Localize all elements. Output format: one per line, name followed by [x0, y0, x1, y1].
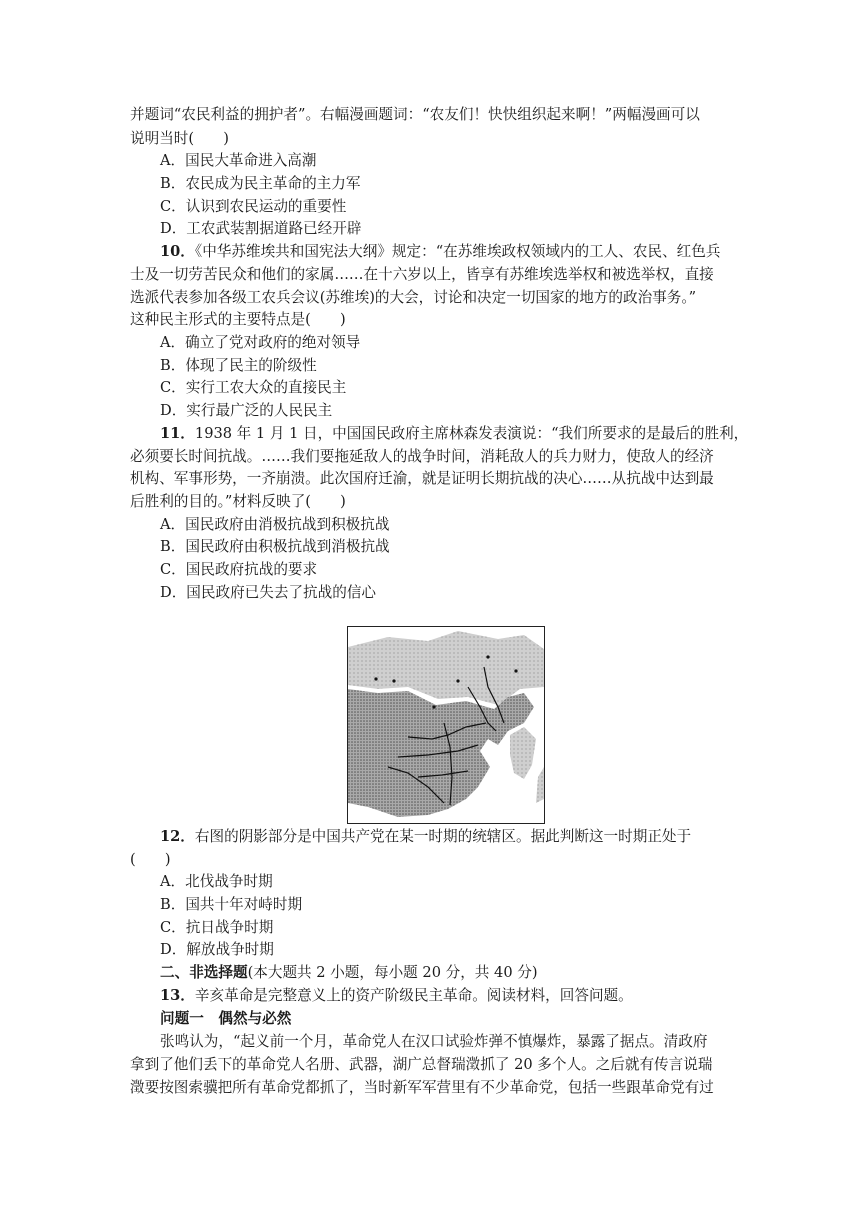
q9-option-b: B．农民成为民主革命的主力军	[160, 175, 361, 192]
q12-number: 12．	[160, 828, 195, 845]
section-2-note: (本大题共 2 小题，每小题 20 分，共 40 分)	[247, 964, 538, 981]
q13-paragraph-line-3: 澂要按图索骥把所有革命党都抓了，当时新军军营里有不少革命党，包括一些跟革命党有过	[130, 1079, 714, 1096]
q9-option-d: D．工农武装割据道路已经开辟	[160, 220, 362, 237]
q13-text-1: 辛亥革命是完整意义上的资产阶级民主革命。阅读材料，回答问题。	[194, 987, 633, 1004]
q13-stem-line-1	[160, 985, 633, 1007]
q10-option-a: A．确立了党对政府的绝对领导	[160, 334, 361, 351]
q10-option-c: C．实行工农大众的直接民主	[160, 379, 347, 396]
q9-option-c: C．认识到农民运动的重要性	[160, 198, 347, 215]
q11-option-a: A．国民政府由消极抗战到积极抗战	[160, 516, 390, 533]
q10-stem-line-3: 选派代表参加各级工农兵会议(苏维埃)的大会，讨论和决定一切国家的地方的政治事务。”	[130, 289, 697, 306]
section-2-heading	[160, 962, 538, 984]
q10-number: 10．	[160, 243, 195, 260]
q10-stem-line-4: 这种民主形式的主要特点是( )	[130, 311, 346, 328]
q12-stem-line-2: ( )	[130, 851, 171, 868]
q12-stem-line-1	[160, 826, 691, 848]
q12-text-1: 右图的阴影部分是中国共产党在某一时期的统辖区。据此判断这一时期正处于	[194, 828, 692, 845]
q11-stem-line-4: 后胜利的目的。”材料反映了( )	[130, 493, 346, 510]
q9-stem-line-2: 说明当时( )	[130, 130, 229, 147]
q9-option-a: A．国民大革命进入高潮	[160, 152, 317, 169]
china-map-figure	[347, 626, 545, 824]
q11-stem-line-1	[160, 423, 748, 445]
q12-option-d: D．解放战争时期	[160, 941, 274, 958]
section-2-title: 二、非选择题	[160, 964, 248, 981]
q11-number: 11．	[160, 425, 195, 442]
q12-option-c: C．抗日战争时期	[160, 919, 274, 936]
q12-option-b: B．国共十年对峙时期	[160, 896, 303, 913]
q11-option-c: C．国民政府抗战的要求	[160, 561, 318, 578]
q9-stem-line-1: 并题词“农民利益的拥护者”。右幅漫画题词：“农友们！快快组织起来啊！”两幅漫画可以	[130, 106, 700, 123]
q10-stem-line-1	[160, 241, 720, 263]
q13-paragraph-line-1: 张鸣认为，“起义前一个月，革命党人在汉口试验炸弹不慎爆炸，暴露了据点。清政府	[160, 1033, 708, 1050]
q11-text-1: 1938 年 1 月 1 日，中国国民政府主席林森发表演说：“我们所要求的是最后的胜利，	[194, 425, 749, 442]
q11-stem-line-2: 必须要长时间抗战。……我们要拖延敌人的战争时间，消耗敌人的兵力财力，使敌人的经济	[130, 448, 714, 465]
q10-text-1: 《中华苏维埃共和国宪法大纲》规定：“在苏维埃政权领域内的工人、农民、红色兵	[194, 243, 721, 260]
q13-subheading: 问题一 偶然与必然	[160, 1010, 292, 1027]
q10-option-d: D．实行最广泛的人民民主	[160, 402, 333, 419]
q13-paragraph-line-2: 拿到了他们丢下的革命党人名册、武器，湖广总督瑞澂抓了 20 多个人。之后就有传言说瑞	[130, 1056, 713, 1073]
q10-option-b: B．体现了民主的阶级性	[160, 357, 317, 374]
q10-stem-line-2: 士及一切劳苦民众和他们的家属……在十六岁以上，皆享有苏维埃选举权和被选举权，直接	[130, 266, 714, 283]
q12-option-a: A．北伐战争时期	[160, 873, 273, 890]
q11-stem-line-3: 机构、军事形势，一齐崩溃。此次国府迁渝，就是证明长期抗战的决心……从抗战中达到最	[130, 470, 714, 487]
q13-number: 13．	[160, 987, 195, 1004]
q11-option-b: B．国民政府由积极抗战到消极抗战	[160, 538, 390, 555]
q11-option-d: D．国民政府已失去了抗战的信心	[160, 584, 377, 601]
map-shaded-region-icon	[348, 627, 544, 823]
